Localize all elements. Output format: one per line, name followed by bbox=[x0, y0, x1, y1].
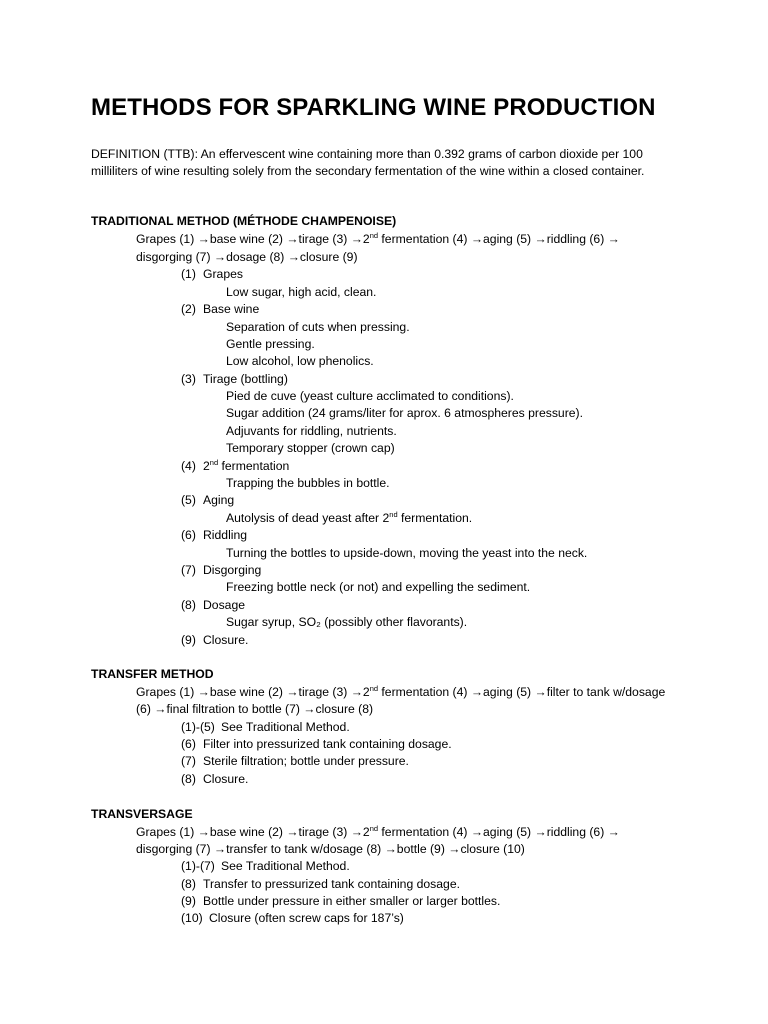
transversage-step: (1)-(7) See Traditional Method. bbox=[181, 859, 350, 873]
step-detail: Low sugar, high acid, clean. bbox=[226, 285, 377, 299]
step-detail: Gentle pressing. bbox=[226, 337, 315, 351]
step-second-fermentation: (4) 2nd fermentation bbox=[181, 457, 290, 473]
section-heading-transversage: TRANSVERSAGE bbox=[91, 807, 193, 821]
step-aging: (5) Aging bbox=[181, 493, 235, 507]
transversage-flow-line-1: Grapes (1) →base wine (2) →tirage (3) →2nd fermentation (4) →aging (5) →riddling (6) → bbox=[136, 823, 620, 839]
step-detail: Temporary stopper (crown cap) bbox=[226, 441, 395, 455]
section-heading-traditional: TRADITIONAL METHOD (MÉTHODE CHAMPENOISE) bbox=[91, 214, 397, 228]
step-detail: Trapping the bubbles in bottle. bbox=[226, 476, 390, 490]
traditional-flow-line-1: Grapes (1) →base wine (2) →tirage (3) →2nd fermentation (4) →aging (5) →riddling (6) → bbox=[136, 230, 620, 246]
step-detail: Sugar syrup, SO₂ (possibly other flavorants). bbox=[226, 615, 468, 629]
step-riddling: (6) Riddling bbox=[181, 528, 248, 542]
transversage-step: (10) Closure (often screw caps for 187’s) bbox=[181, 911, 404, 925]
step-detail: Low alcohol, low phenolics. bbox=[226, 354, 374, 368]
step-closure: (9) Closure. bbox=[181, 633, 249, 647]
transfer-flow-line-2: (6) →final filtration to bottle (7) →closure (8) bbox=[136, 702, 374, 716]
step-base-wine: (2) Base wine bbox=[181, 302, 260, 316]
definition-paragraph: DEFINITION (TTB): An effervescent wine containing more than 0.392 grams of carbon dioxide per 100 milliliters of wine resulting solely from the secondary fermentation of the wine within a closed container. bbox=[91, 147, 645, 179]
transfer-step: (1)-(5) See Traditional Method. bbox=[181, 720, 350, 734]
transfer-step: (8) Closure. bbox=[181, 772, 249, 786]
transfer-flow-line-1: Grapes (1) →base wine (2) →tirage (3) →2nd fermentation (4) →aging (5) →filter to tank w/dosage bbox=[136, 683, 666, 699]
transversage-flow-line-2: disgorging (7) →transfer to tank w/dosage (8) →bottle (9) →closure (10) bbox=[136, 842, 525, 856]
section-heading-transfer: TRANSFER METHOD bbox=[91, 667, 214, 681]
step-detail: Separation of cuts when pressing. bbox=[226, 320, 410, 334]
transversage-step: (9) Bottle under pressure in either smaller or larger bottles. bbox=[181, 894, 501, 908]
step-grapes: (1) Grapes bbox=[181, 267, 243, 281]
step-detail: Turning the bottles to upside-down, moving the yeast into the neck. bbox=[226, 546, 588, 560]
transfer-step: (6) Filter into pressurized tank containing dosage. bbox=[181, 737, 452, 751]
transversage-step: (8) Transfer to pressurized tank containing dosage. bbox=[181, 877, 460, 891]
transfer-step: (7) Sterile filtration; bottle under pressure. bbox=[181, 754, 409, 768]
traditional-flow-line-2: disgorging (7) →dosage (8) →closure (9) bbox=[136, 250, 358, 264]
step-tirage: (3) Tirage (bottling) bbox=[181, 372, 288, 386]
step-detail: Freezing bottle neck (or not) and expelling the sediment. bbox=[226, 580, 531, 594]
step-disgorging: (7) Disgorging bbox=[181, 563, 262, 577]
step-detail: Autolysis of dead yeast after 2nd fermentation. bbox=[226, 509, 473, 525]
step-dosage: (8) Dosage bbox=[181, 598, 246, 612]
step-detail: Adjuvants for riddling, nutrients. bbox=[226, 424, 397, 438]
step-detail: Pied de cuve (yeast culture acclimated to conditions). bbox=[226, 389, 514, 403]
page-title: METHODS FOR SPARKLING WINE PRODUCTION bbox=[91, 94, 656, 121]
step-detail: Sugar addition (24 grams/liter for aprox. 6 atmospheres pressure). bbox=[226, 406, 583, 420]
